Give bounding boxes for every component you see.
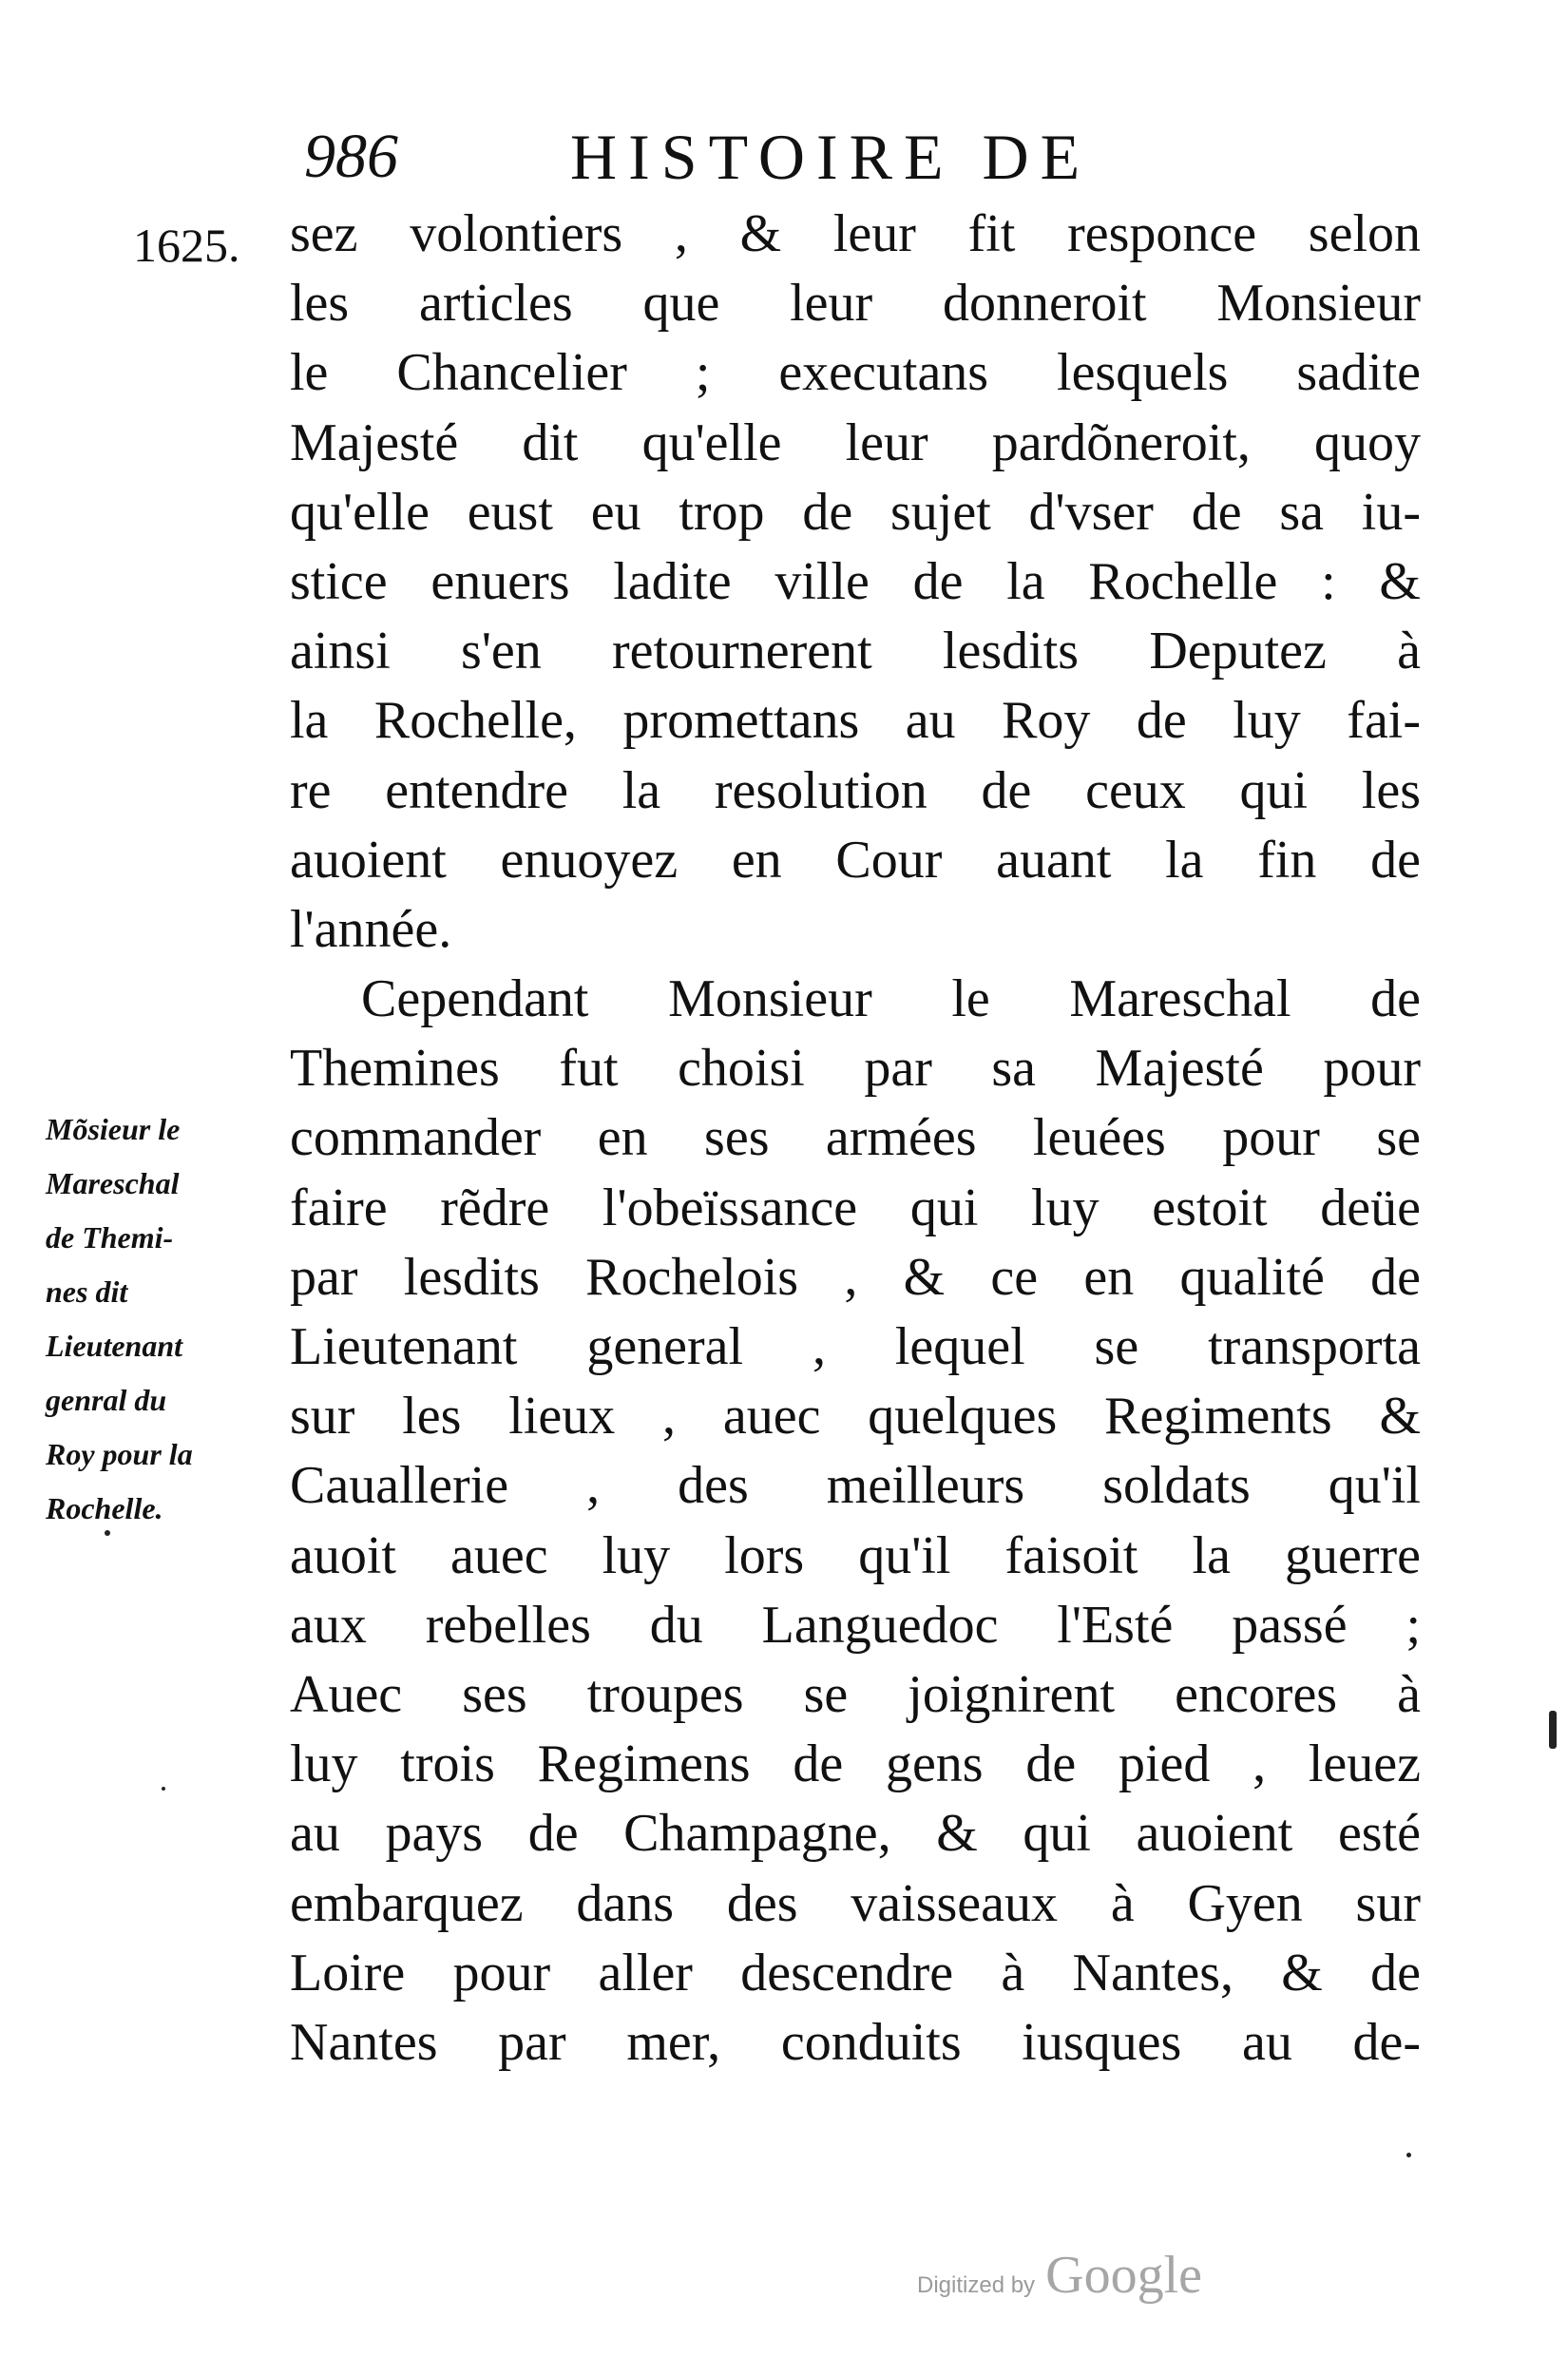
marginal-note-line: Mõsieur le: [46, 1112, 181, 1146]
text-line: les articles que leur donneroit Monsieur: [290, 274, 1421, 334]
digitization-watermark: [917, 2245, 1202, 2311]
text-line: sur les lieux , auec quelques Regiments &: [290, 1387, 1421, 1447]
text-line: aux rebelles du Languedoc l'Esté passé ;: [290, 1595, 1421, 1655]
text-line: Themines fut choisi par sa Majesté pour: [290, 1039, 1421, 1099]
text-line: luy trois Regimens de gens de pied , leuez: [290, 1734, 1421, 1794]
text-line: faire rẽdre l'obeïssance qui luy estoit deüe: [290, 1178, 1421, 1237]
marginal-year: 1625.: [133, 219, 240, 272]
text-line: Lieutenant general , lequel se transporta: [290, 1317, 1421, 1376]
google-logo: Google: [1045, 2246, 1203, 2305]
marginal-note-line: Lieutenant: [46, 1329, 183, 1363]
ink-speck: [1406, 2153, 1411, 2157]
text-line: qu'elle eust eu trop de sujet d'vser de sa iu-: [290, 482, 1421, 542]
marginal-note-line: nes dit: [46, 1274, 128, 1309]
text-line: sez volontiers , & leur fit responce selon: [290, 204, 1421, 263]
text-line: par lesdits Rochelois , & ce en qualité de: [290, 1247, 1421, 1307]
running-head: [304, 114, 1425, 200]
text-line: le Chancelier ; executans lesquels sadite: [290, 343, 1421, 403]
marginal-note-line: de Themi-: [46, 1220, 174, 1255]
marginal-note: [46, 1102, 274, 1536]
text-line: auoient enuoyez en Cour auant la fin de: [290, 830, 1421, 890]
marginal-note-line: Mareschal: [46, 1166, 180, 1200]
ink-speck: [105, 1530, 110, 1536]
text-line: au pays de Champagne, & qui auoient esté: [290, 1804, 1421, 1864]
ink-speck: [162, 1787, 165, 1791]
text-line: embarquez dans des vaisseaux à Gyen sur: [290, 1873, 1421, 1933]
marginal-note-line: Rochelle.: [46, 1491, 163, 1525]
text-line: la Rochelle, promettans au Roy de luy fai-: [290, 691, 1421, 751]
text-line: auoit auec luy lors qu'il faisoit la guerre: [290, 1525, 1421, 1585]
text-line: re entendre la resolution de ceux qui les: [290, 760, 1421, 820]
marginal-note-line: genral du: [46, 1383, 167, 1417]
running-title: HISTOIRE DE: [570, 121, 1092, 193]
body-text: [290, 200, 1421, 2078]
ink-speck: [1549, 1711, 1557, 1749]
text-line: Auec ses troupes se joignirent encores à: [290, 1664, 1421, 1724]
page-number: 986: [304, 122, 398, 191]
text-line: Majesté dit qu'elle leur pardõneroit, quoy: [290, 412, 1421, 472]
text-line: commander en ses armées leuées pour se: [290, 1108, 1421, 1168]
watermark-prefix: Digitized by: [917, 2272, 1036, 2298]
text-line: Cauallerie , des meilleurs soldats qu'il: [290, 1456, 1421, 1516]
text-line: Cependant Monsieur le Mareschal de: [361, 969, 1421, 1029]
marginal-note-line: Roy pour la: [46, 1437, 193, 1471]
text-line: l'année.: [290, 899, 452, 959]
text-line: Nantes par mer, conduits iusques au de-: [290, 2012, 1421, 2072]
text-line: ainsi s'en retournerent lesdits Deputez à: [290, 622, 1421, 681]
text-line: Loire pour aller descendre à Nantes, & de: [290, 1943, 1421, 2002]
text-line: stice enuers ladite ville de la Rochelle : &: [290, 551, 1421, 611]
